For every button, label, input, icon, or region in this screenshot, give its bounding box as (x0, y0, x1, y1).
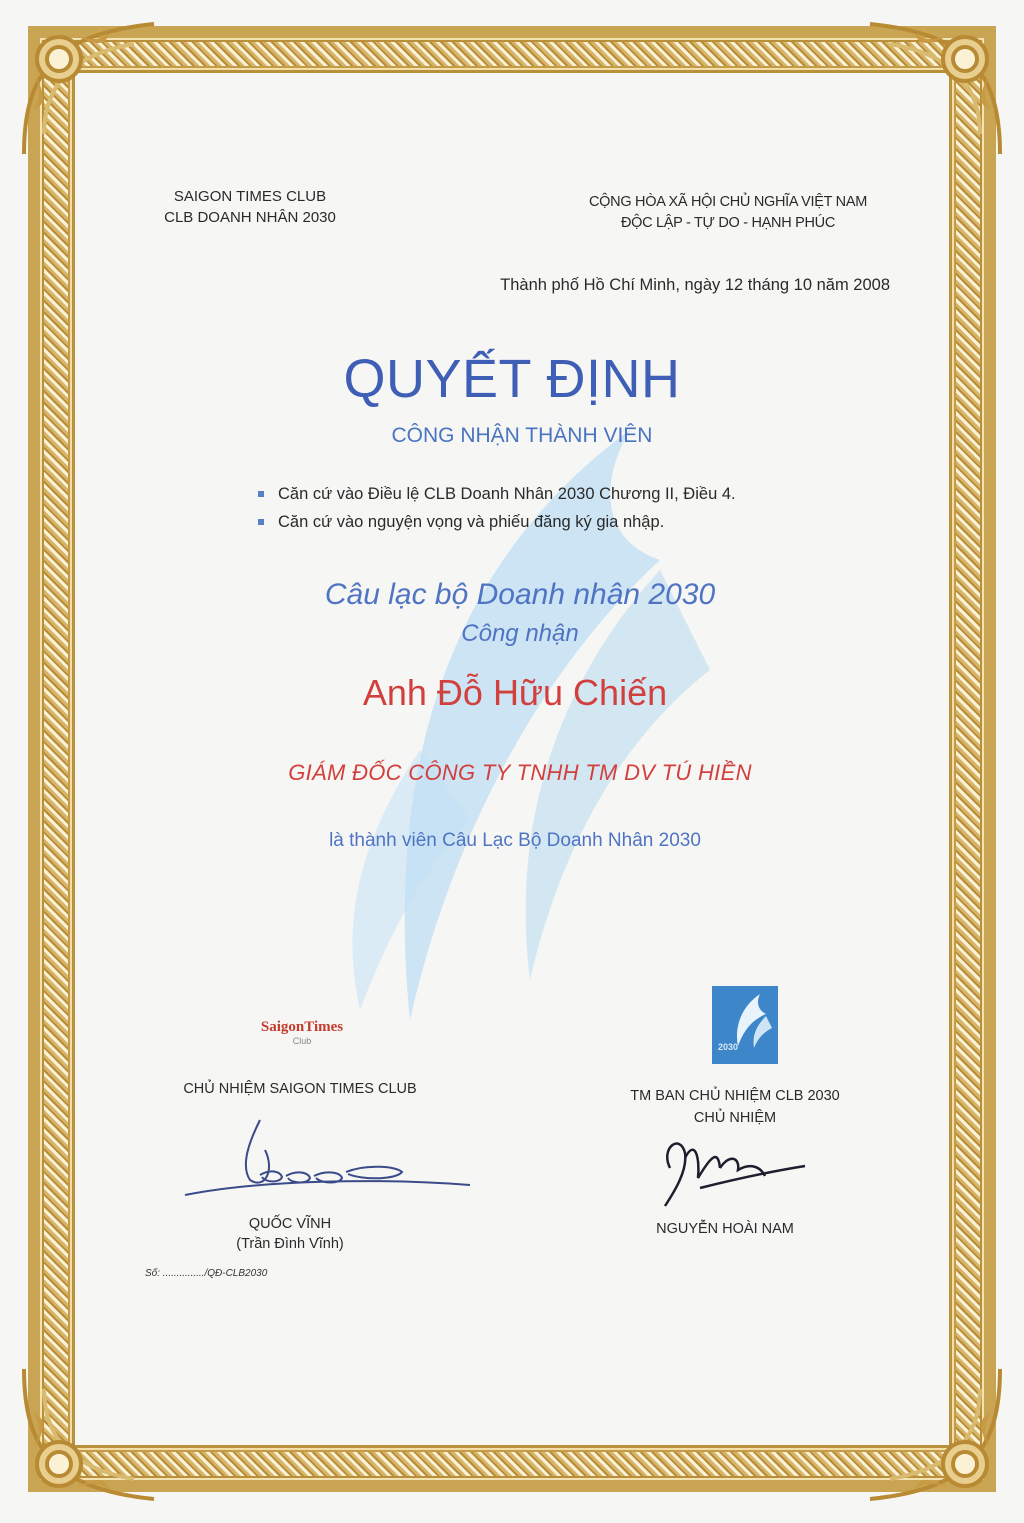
left-signer-name: QUỐC VĨNH (248, 1216, 332, 1232)
club-2030-logo-text: 2030 (718, 1042, 739, 1052)
member-title: GIÁM ĐỐC CÔNG TY TNHH TM DV TÚ HIỀN (288, 760, 752, 785)
basis-text: Căn cứ vào Điều lệ CLB Doanh Nhân 2030 Chương II, Điều 4. (278, 484, 736, 503)
left-signature-icon (180, 1110, 480, 1210)
club-name: Câu lạc bộ Doanh nhân 2030 (324, 578, 716, 611)
list-item (258, 480, 818, 508)
basis-list (258, 480, 818, 536)
org-line-2: CLB DOANH NHÂN 2030 (164, 209, 336, 226)
document-subtitle: CÔNG NHẬN THÀNH VIÊN (391, 424, 653, 447)
left-signer-role: CHỦ NHIỆM SAIGON TIMES CLUB (183, 1081, 417, 1097)
document-number: Số: .............../QĐ-CLB2030 (145, 1268, 268, 1279)
basis-text: Căn cứ vào nguyện vọng và phiếu đăng ký gia nhập. (278, 512, 665, 531)
issuing-organization (150, 186, 350, 228)
right-signer-role-1: TM BAN CHỦ NHIỆM CLB 2030 (630, 1088, 840, 1104)
issue-date: Thành phố Hồ Chí Minh, ngày 12 tháng 10 năm 2008 (500, 276, 890, 294)
corner-ornament-icon (14, 1359, 164, 1509)
saigon-logo-sub: Club (292, 1036, 312, 1046)
bullet-icon (258, 491, 264, 497)
document-title: QUYẾT ĐỊNH (343, 349, 681, 409)
nation-line-2: ĐỘC LẬP - TỰ DO - HẠNH PHÚC (620, 215, 836, 231)
member-name: Anh Đỗ Hữu Chiến (362, 672, 668, 713)
right-signer-name: NGUYỄN HOÀI NAM (656, 1221, 794, 1237)
corner-ornament-icon (860, 14, 1010, 164)
saigon-logo-text: SaigonTimes (260, 1019, 344, 1035)
right-signature-icon (640, 1128, 810, 1208)
list-item (258, 508, 818, 536)
national-motto (560, 192, 896, 234)
right-signer-role (590, 1085, 880, 1129)
club-2030-logo (712, 986, 778, 1064)
corner-ornament-icon (14, 14, 164, 164)
membership-statement: là thành viên Câu Lạc Bộ Doanh Nhân 2030 (329, 830, 701, 851)
right-signer-role-2: CHỦ NHIỆM (693, 1110, 777, 1126)
bullet-icon (258, 519, 264, 525)
org-line-1: SAIGON TIMES CLUB (173, 188, 327, 205)
sail-logo-icon (712, 986, 778, 1064)
nation-line-1: CỘNG HÒA XÃ HỘI CHỦ NGHĨA VIỆT NAM (589, 194, 867, 210)
saigon-times-logo (252, 1018, 352, 1046)
recognize-label: Công nhận (461, 620, 579, 647)
corner-ornament-icon (860, 1359, 1010, 1509)
left-signer-alias: (Trần Đình Vĩnh) (236, 1236, 344, 1252)
left-signer (190, 1214, 390, 1254)
